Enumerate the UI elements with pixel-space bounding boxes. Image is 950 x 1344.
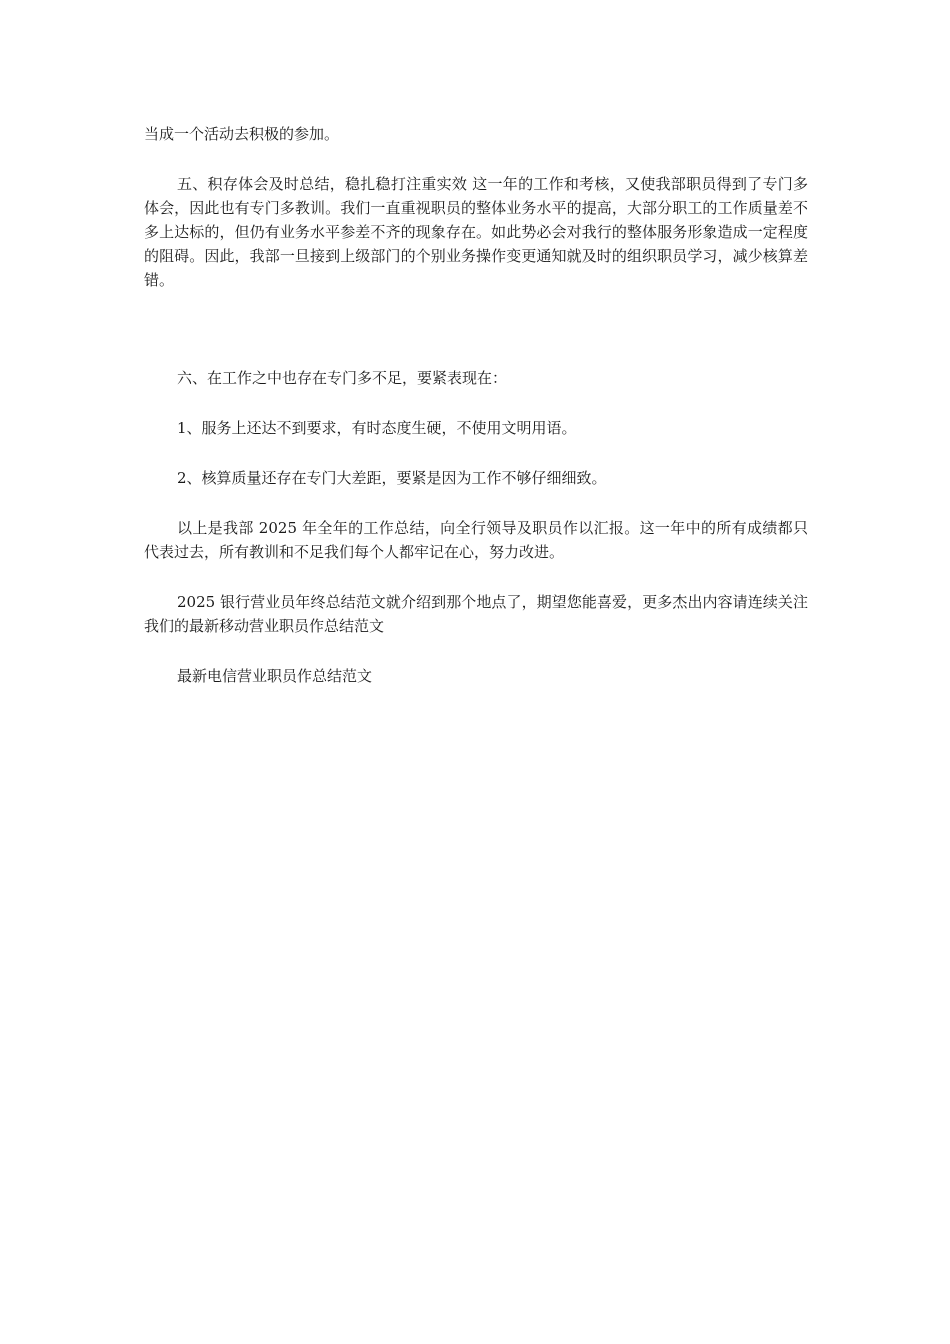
paragraph-shortcoming-2: 2、核算质量还存在专门大差距，要紧是因为工作不够仔细细致。 bbox=[177, 469, 607, 487]
paragraph-continuation: 当成一个活动去积极的参加。 bbox=[144, 125, 340, 143]
paragraph-summary: 以上是我部 2025 年全年的工作总结，向全行领导及职员作以汇报。这一年中的所有成绩都只代表过去，所有教训和不足我们每个人都牢记在心，努力改进。 bbox=[144, 519, 808, 561]
document-body bbox=[144, 122, 808, 688]
paragraph-related-title: 最新电信营业职员作总结范文 bbox=[177, 667, 373, 685]
paragraph-closing: 2025 银行营业员年终总结范文就介绍到那个地点了，期望您能喜爱，更多杰出内容请连续关注我们的最新移动营业职员作总结范文 bbox=[144, 593, 808, 635]
paragraph-shortcoming-1: 1、服务上还达不到要求，有时态度生硬，不使用文明用语。 bbox=[177, 419, 577, 437]
paragraph-section-five: 五、积存体会及时总结，稳扎稳打注重实效 这一年的工作和考核，又使我部职员得到了专门多体会，因此也有专门多教训。我们一直重视职员的整体业务水平的提高，大部分职工的工作质量差不多上达标的，但仍有业务水平参差不齐的现象存在。如此势必会对我行的整体服务形象造成一定程度的阻碍。因此，我部一旦接到上级部门的个别业务操作变更通知就及时的组织职员学习，减少核算差错。 bbox=[144, 175, 808, 289]
paragraph-section-six: 六、在工作之中也存在专门多不足，要紧表现在： bbox=[177, 369, 508, 387]
